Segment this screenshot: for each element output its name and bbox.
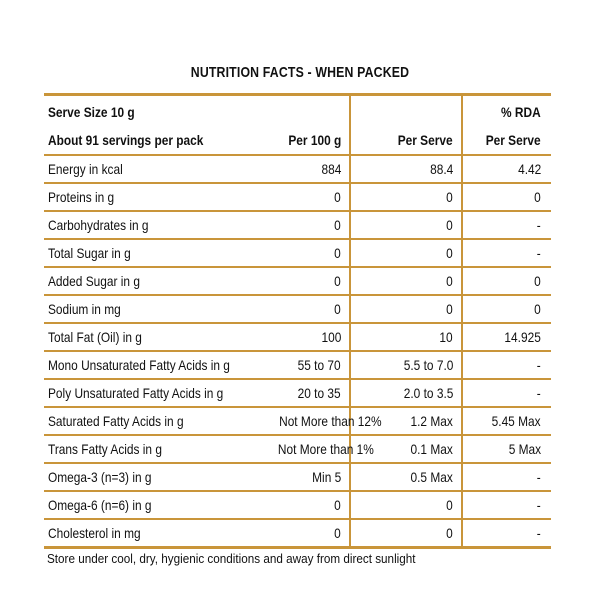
header-serving-info — [44, 95, 257, 156]
per-100g-value: 100 — [257, 323, 350, 351]
per-serve-value: 5.5 to 7.0 — [350, 351, 462, 379]
page-title: NUTRITION FACTS - WHEN PACKED — [190, 64, 410, 81]
nutrient-name: Energy in kcal — [44, 155, 257, 183]
nutrient-name: Saturated Fatty Acids in g — [44, 407, 257, 435]
per-serve-value: 1.2 Max — [350, 407, 462, 435]
table-header-row — [44, 95, 551, 156]
table-row — [44, 407, 551, 435]
serve-size-label: Serve Size 10 g — [48, 104, 135, 120]
per-100g-value: 0 — [257, 491, 350, 519]
nutrient-name: Added Sugar in g — [44, 267, 257, 295]
table-row — [44, 239, 551, 267]
nutrient-name: Mono Unsaturated Fatty Acids in g — [44, 351, 257, 379]
rda-value: - — [462, 519, 551, 548]
header-per-100g: Per 100 g — [257, 95, 350, 156]
rda-value: - — [462, 463, 551, 491]
per-serve-value: 10 — [350, 323, 462, 351]
rda-value: - — [462, 351, 551, 379]
per-serve-value: 0 — [350, 183, 462, 211]
per-100g-value: 0 — [257, 183, 350, 211]
per-serve-value: 0 — [350, 491, 462, 519]
nutrient-name: Total Sugar in g — [44, 239, 257, 267]
table-row — [44, 435, 551, 463]
nutrient-name: Sodium in mg — [44, 295, 257, 323]
table-row — [44, 351, 551, 379]
storage-note: Store under cool, dry, hygienic conditions and away from direct sunlight — [47, 551, 416, 566]
per-100g-value: 0 — [257, 295, 350, 323]
per-serve-value: 0.1 Max — [350, 435, 462, 463]
rda-value: 0 — [462, 267, 551, 295]
nutrition-table — [44, 93, 551, 549]
rda-value: - — [462, 379, 551, 407]
table-row — [44, 267, 551, 295]
table-row — [44, 155, 551, 183]
rda-value: 5.45 Max — [462, 407, 551, 435]
rda-value: - — [462, 239, 551, 267]
per-100g-value: 0 — [257, 239, 350, 267]
per-100g-value: Min 5 — [257, 463, 350, 491]
per-100g-value: Not More than 1% — [257, 435, 350, 463]
per-serve-value: 88.4 — [350, 155, 462, 183]
rda-value: 14.925 — [462, 323, 551, 351]
header-per-serve: Per Serve — [350, 95, 462, 156]
header-rda: % RDA Per Serve — [462, 95, 551, 156]
rda-value: 0 — [462, 183, 551, 211]
per-100g-value: 0 — [257, 211, 350, 239]
nutrient-name: Total Fat (Oil) in g — [44, 323, 257, 351]
per-100g-value: 0 — [257, 519, 350, 548]
per-100g-value: 884 — [257, 155, 350, 183]
rda-value: 5 Max — [462, 435, 551, 463]
per-serve-value: 0 — [350, 239, 462, 267]
per-serve-value: 0 — [350, 267, 462, 295]
table-row — [44, 491, 551, 519]
nutrient-name: Omega-6 (n=6) in g — [44, 491, 257, 519]
nutrient-name: Omega-3 (n=3) in g — [44, 463, 257, 491]
nutrient-name: Carbohydrates in g — [44, 211, 257, 239]
rda-value: - — [462, 211, 551, 239]
table-row — [44, 183, 551, 211]
per-100g-value: Not More than 12% — [257, 407, 350, 435]
table-row — [44, 519, 551, 548]
per-100g-value: 0 — [257, 267, 350, 295]
rda-value: 4.42 — [462, 155, 551, 183]
per-serve-value: 0 — [350, 519, 462, 548]
per-serve-value: 0.5 Max — [350, 463, 462, 491]
table-row — [44, 211, 551, 239]
rda-value: 0 — [462, 295, 551, 323]
servings-per-pack-label: About 91 servings per pack — [48, 132, 204, 148]
per-serve-value: 0 — [350, 211, 462, 239]
table-row — [44, 463, 551, 491]
table-row — [44, 295, 551, 323]
per-serve-value: 0 — [350, 295, 462, 323]
table-row — [44, 379, 551, 407]
table-row — [44, 323, 551, 351]
per-100g-value: 20 to 35 — [257, 379, 350, 407]
nutrient-name: Poly Unsaturated Fatty Acids in g — [44, 379, 257, 407]
nutrient-name: Cholesterol in mg — [44, 519, 257, 548]
nutrient-name: Proteins in g — [44, 183, 257, 211]
nutrient-name: Trans Fatty Acids in g — [44, 435, 257, 463]
rda-value: - — [462, 491, 551, 519]
per-100g-value: 55 to 70 — [257, 351, 350, 379]
per-serve-value: 2.0 to 3.5 — [350, 379, 462, 407]
